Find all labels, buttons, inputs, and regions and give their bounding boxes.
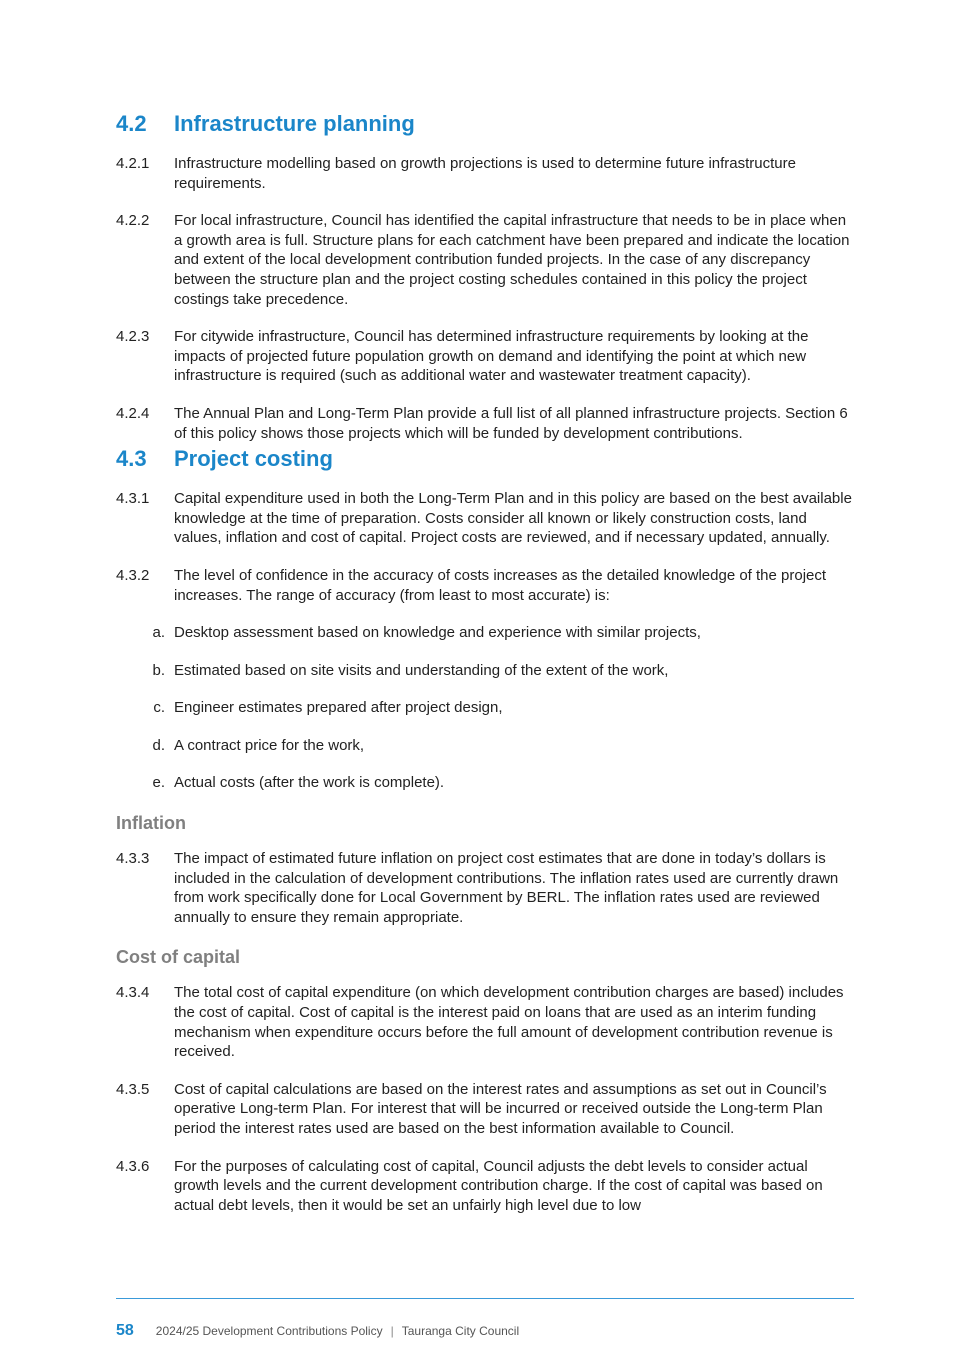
subheading-inflation: Inflation (116, 813, 186, 834)
section-heading-4-3 (116, 443, 856, 475)
footer-document-title: 2024/25 Development Contributions Policy (155, 1324, 383, 1338)
paragraph-text: For local infrastructure, Council has identified the capital infrastructure that needs to be in place when a growth area is full. Structure plans for each catchment have been prepared and indicate the location and extent of the local development contribution funded projects. In the case of any discrepancy between the structure plan and the project costing schedules contained in this policy the project costings take precedence. (174, 212, 850, 308)
page-footer (116, 1322, 519, 1340)
page-number: 58 (116, 1322, 134, 1339)
paragraph-text: Capital expenditure used in both the Long-Term Plan and in this policy are based on the best available knowledge at the time of preparation. Costs consider all known or likely construction costs, land values, inflation and cost of capital. Project costs are reviewed, and if necessary updated, annually. (174, 490, 852, 547)
paragraph-number: 4.3.1 (116, 490, 150, 508)
section-title: Infrastructure planning (174, 111, 415, 136)
list-item (116, 773, 856, 793)
paragraph-number: 4.3.2 (116, 566, 150, 584)
paragraph-4-2-3 (116, 327, 856, 386)
paragraph-number: 4.3.4 (116, 984, 150, 1002)
list-letter: d. (152, 736, 165, 754)
paragraph-4-2-1 (116, 154, 856, 193)
section-number: 4.3 (116, 446, 147, 472)
paragraph-4-3-4 (116, 983, 856, 1061)
paragraph-text: The impact of estimated future inflation on project cost estimates that are done in today’s dollars is included in the calculation of development contributions. The inflation rates used are currently drawn from work specifically done for Local Government by BERL. The inflation rates used are reviewed annually to ensure they remain appropriate. (174, 850, 839, 926)
section-heading-4-2 (116, 108, 856, 140)
paragraph-number: 4.3.6 (116, 1157, 150, 1175)
footer-organisation: Tauranga City Council (401, 1324, 520, 1338)
paragraph-text: The total cost of capital expenditure (on which development contribution charges are based) includes the cost of capital. Cost of capital is the interest paid on loans that are used as an interim funding mechanism when expenditure occurs before the full amount of development contribution revenue is received. (174, 984, 844, 1061)
list-letter: e. (152, 774, 165, 792)
list-item (116, 736, 856, 756)
paragraph-number: 4.3.5 (116, 1080, 150, 1098)
paragraph-text: The level of confidence in the accuracy of costs increases as the detailed knowledge of the project increases. The range of accuracy (from least to most accurate) is: (174, 566, 827, 604)
paragraph-4-3-1 (116, 489, 856, 548)
section-number: 4.2 (116, 111, 147, 136)
paragraph-4-3-3 (116, 849, 856, 927)
list-letter: a. (152, 624, 165, 642)
paragraph-text: The Annual Plan and Long-Term Plan provide a full list of all planned infrastructure projects. Section 6 of this policy shows those projects which will be funded by development contributions. (174, 404, 848, 442)
footer-divider (116, 1298, 854, 1299)
section-title: Project costing (174, 446, 333, 472)
list-text: Actual costs (after the work is complete). (174, 774, 445, 792)
list-text: Estimated based on site visits and understanding of the extent of the work, (174, 661, 669, 679)
paragraph-4-3-6 (116, 1157, 856, 1216)
list-item (116, 623, 856, 643)
paragraph-4-3-5 (116, 1080, 856, 1139)
paragraph-number: 4.3.3 (116, 850, 150, 868)
list-letter: c. (153, 699, 165, 717)
paragraph-text: For citywide infrastructure, Council has determined infrastructure requirements by looking at the impacts of projected future population growth on demand and identifying the point at which new infrastructure is required (such as additional water and wastewater treatment capacity). (174, 328, 809, 385)
paragraph-number: 4.2.1 (116, 155, 150, 172)
paragraph-text: Infrastructure modelling based on growth projections is used to determine future infrastructure requirements. (174, 155, 796, 192)
paragraph-number: 4.2.4 (116, 404, 150, 422)
paragraph-4-2-2 (116, 211, 856, 309)
paragraph-number: 4.2.2 (116, 212, 150, 230)
paragraph-text: Cost of capital calculations are based on the interest rates and assumptions as set out in Council’s operative Long-term Plan. For interest that will be incurred or received outside the Long-term Plan period the interest rates used are based on the best information available to Council. (174, 1080, 827, 1137)
list-letter: b. (152, 661, 165, 679)
subheading-cost-of-capital: Cost of capital (116, 947, 241, 968)
list-text: Desktop assessment based on knowledge and experience with similar projects, (174, 624, 701, 642)
page-body (116, 108, 856, 1215)
paragraph-4-2-4 (116, 404, 856, 443)
paragraph-text: For the purposes of calculating cost of capital, Council adjusts the debt levels to consider actual growth levels and the current development contribution charge. If the cost of capital was based on actual debt levels, then it would be set an unfairly high level due to low (174, 1157, 823, 1214)
list-item (116, 661, 856, 681)
paragraph-number: 4.2.3 (116, 328, 150, 346)
list-text: Engineer estimates prepared after project design, (174, 699, 503, 717)
list-item (116, 698, 856, 718)
list-text: A contract price for the work, (174, 736, 365, 754)
footer-separator: | (390, 1324, 394, 1338)
paragraph-4-3-2 (116, 566, 856, 605)
